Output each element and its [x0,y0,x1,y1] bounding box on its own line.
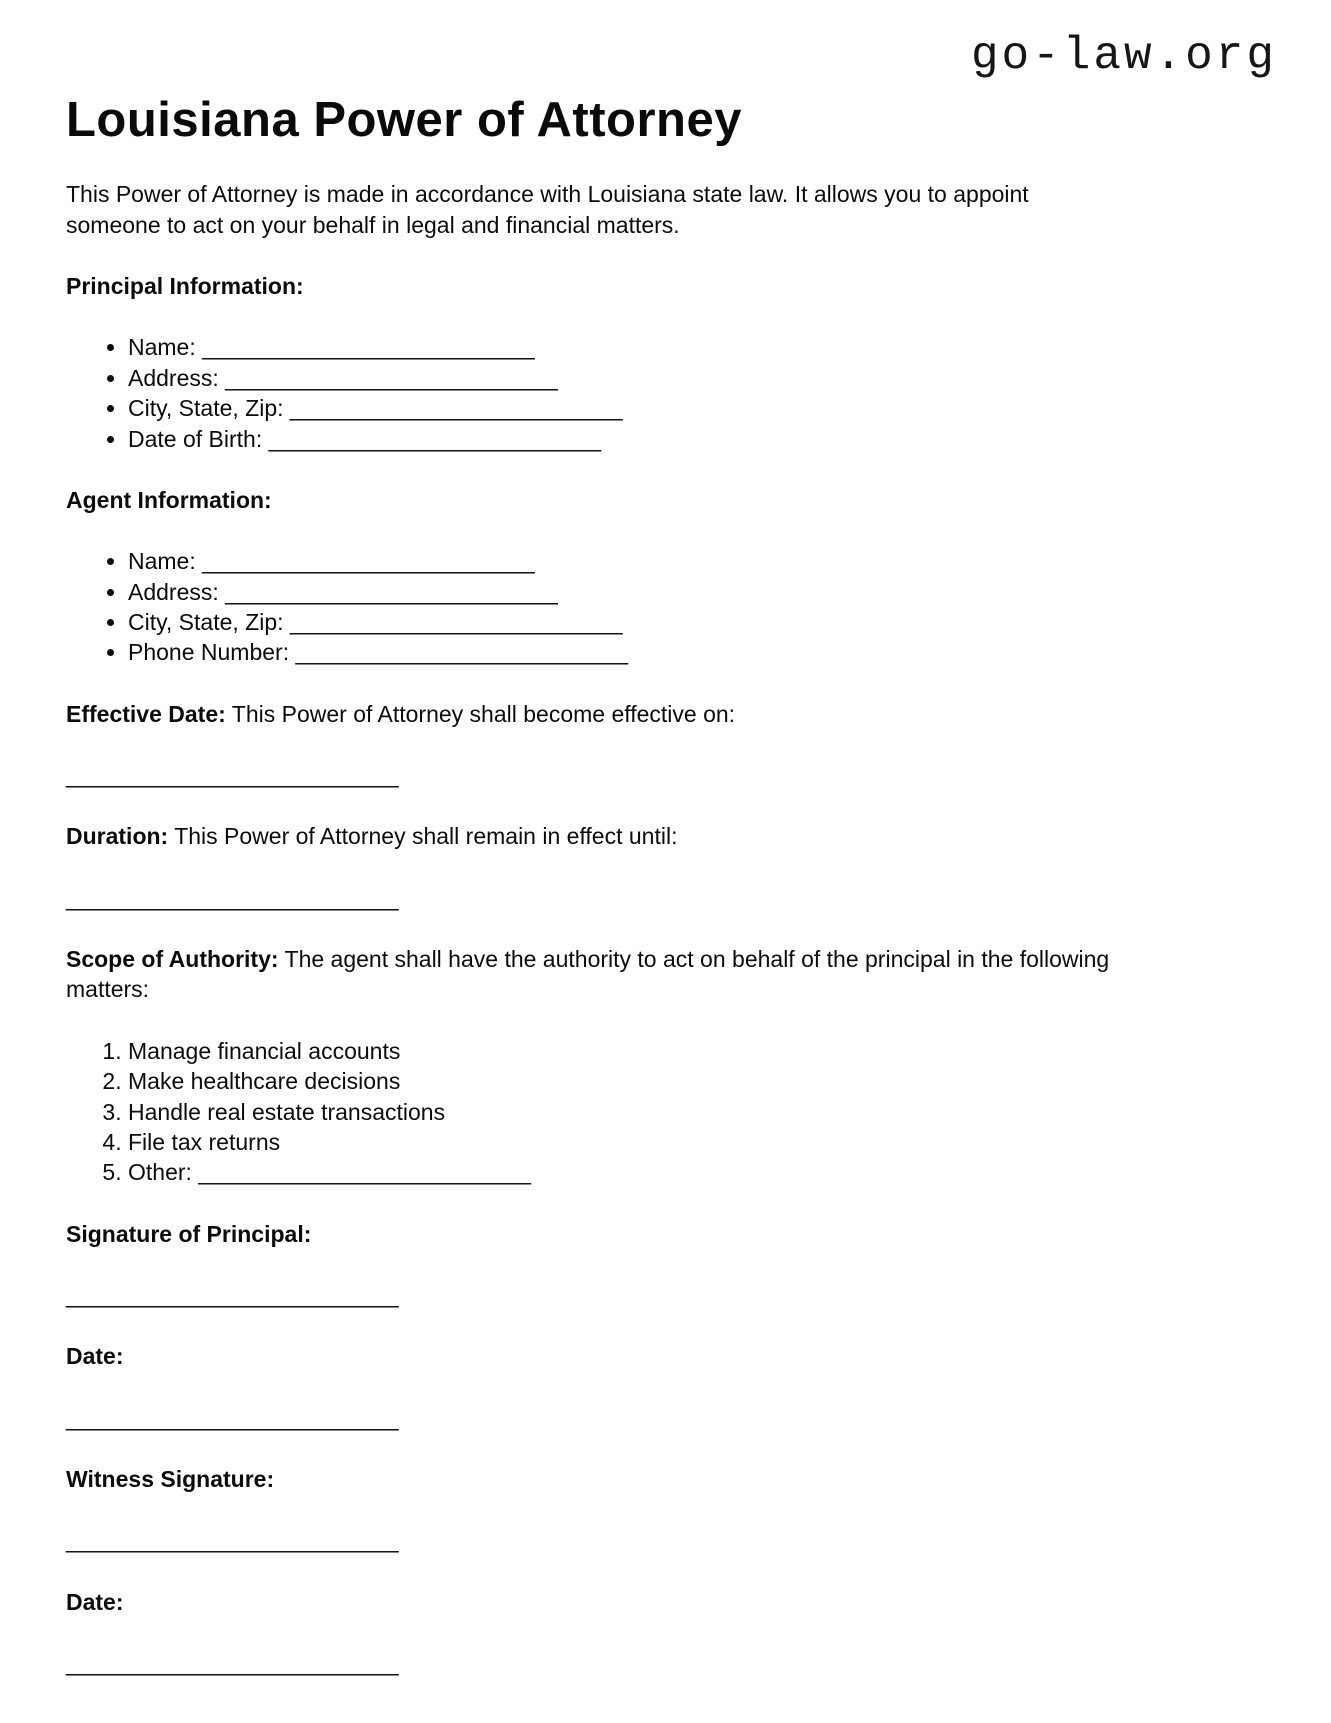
duration-text: This Power of Attorney shall remain in effect until: [174,823,678,850]
field-label: Name: [128,334,196,361]
fill-in-blank: __________________________ [202,548,535,575]
principal-field-city-state-zip [128,393,1265,423]
scope-item-tax: 4. File tax returns [128,1127,1265,1157]
agent-field-phone-number [128,637,1265,667]
agent-info-heading: Agent Information: [66,486,272,513]
scope-text: The agent shall have the authority to act on behalf of the principal in the following matters: [66,946,1110,1003]
scope-item-healthcare: 2. Make healthcare decisions [128,1066,1265,1096]
scope-item-other [128,1157,1265,1187]
principal-field-date-of-birth [128,424,1265,454]
field-label: City, State, Zip: [128,608,284,635]
fill-in-blank: __________________________ [225,364,558,391]
scope-authority-list [66,1036,1265,1188]
principal-date-blank: __________________________ [66,1404,399,1431]
principal-field-address [128,363,1265,393]
principal-info-heading: Principal Information: [66,273,304,300]
witness-date-blank: __________________________ [66,1650,399,1677]
witness-signature-blank: __________________________ [66,1527,399,1554]
agent-info-list [66,546,1265,667]
witness-signature-heading: Witness Signature: [66,1466,275,1493]
effective-date-label: Effective Date: [66,700,226,727]
intro-paragraph: This Power of Attorney is made in accordance with Louisiana state law. It allows you to appoint someone to act on your behalf in legal and financial matters. [66,181,1029,238]
fill-in-blank: __________________________ [225,578,558,605]
fill-in-blank: __________________________ [268,425,602,452]
duration-paragraph [66,821,1196,851]
field-label: Address: [128,578,219,605]
site-logo: go-law.org [970,30,1277,82]
fill-in-blank: __________________________ [198,1159,531,1186]
effective-date-paragraph [66,699,1196,729]
agent-field-name [128,546,1265,576]
field-label: Other: [128,1159,192,1186]
field-label: Name: [128,548,196,575]
effective-date-text: This Power of Attorney shall become effective on: [231,700,736,727]
page-title: Louisiana Power of Attorney [66,93,742,147]
scope-label: Scope of Authority: [66,946,279,973]
scope-paragraph [66,944,1126,1005]
principal-date-heading: Date: [66,1343,124,1370]
duration-blank: __________________________ [66,884,399,911]
duration-label: Duration: [66,823,169,850]
principal-signature-blank: __________________________ [66,1281,399,1308]
field-label: Phone Number: [128,639,290,666]
field-label: City, State, Zip: [128,395,284,422]
agent-field-city-state-zip [128,607,1265,637]
principal-field-name [128,332,1265,362]
fill-in-blank: __________________________ [202,334,535,361]
fill-in-blank: __________________________ [295,639,629,666]
principal-info-list [66,332,1265,453]
effective-date-blank: __________________________ [66,762,399,789]
agent-field-address [128,577,1265,607]
principal-signature-heading: Signature of Principal: [66,1220,312,1247]
witness-date-heading: Date: [66,1588,124,1615]
scope-item-financial: 1. Manage financial accounts [128,1036,1265,1066]
field-label: Date of Birth: [128,425,263,452]
fill-in-blank: __________________________ [289,395,623,422]
field-label: Address: [128,364,219,391]
scope-item-real-estate: 3. Handle real estate transactions [128,1097,1265,1127]
fill-in-blank: __________________________ [289,608,623,635]
